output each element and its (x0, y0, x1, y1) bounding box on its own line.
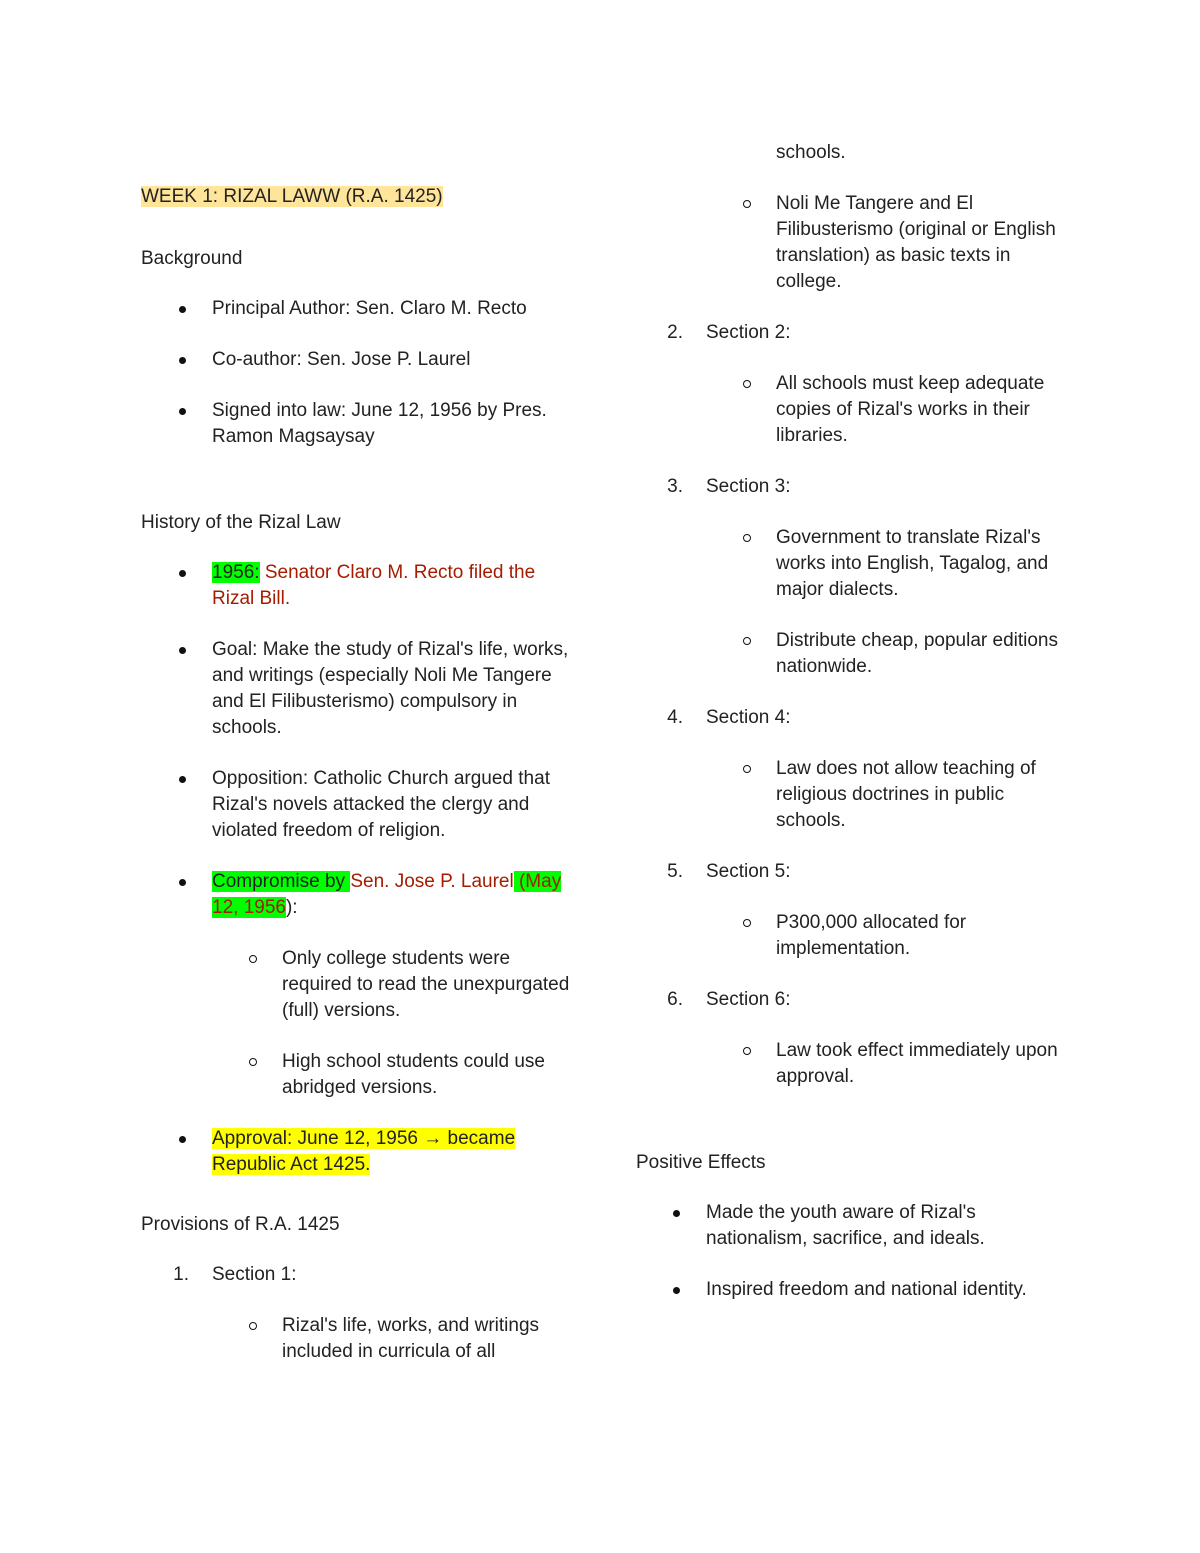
list-item: 3. Section 3: (636, 474, 1076, 500)
list-item: 2. Section 2: (636, 320, 1076, 346)
bullet-icon (179, 357, 186, 364)
sub-bullet-icon (249, 1058, 257, 1066)
list-item: High school students could use abridged versions. (141, 1049, 581, 1101)
background-list (141, 296, 581, 450)
list-number: 2. (667, 322, 683, 343)
list-item: Made the youth aware of Rizal's nationalism, sacrifice, and ideals. (636, 1200, 1076, 1252)
year-highlight: 1956: (212, 562, 260, 583)
list-item: Law does not allow teaching of religious doctrines in public schools. (636, 756, 1076, 834)
provisions-list-continued (636, 140, 1076, 1090)
bullet-icon (179, 306, 186, 313)
provisions-list (141, 1262, 581, 1365)
list-number: 3. (667, 476, 683, 497)
positive-effects-heading: Positive Effects (636, 1152, 766, 1173)
list-item: 5. Section 5: (636, 859, 1076, 885)
list-item: Goal: Make the study of Rizal's life, works, and writings (especially Noli Me Tangere and El Filibusterismo) compulsory in schools. (141, 637, 581, 741)
list-item: Opposition: Catholic Church argued that Rizal's novels attacked the clergy and violated freedom of religion. (141, 766, 581, 844)
sub-bullet-icon (249, 1322, 257, 1330)
list-item: P300,000 allocated for implementation. (636, 910, 1076, 962)
bullet-icon (673, 1210, 680, 1217)
history-heading: History of the Rizal Law (141, 512, 341, 533)
sub-bullet-icon (743, 765, 751, 773)
list-item: All schools must keep adequate copies of Rizal's works in their libraries. (636, 371, 1076, 449)
sub-bullet-icon (743, 1047, 751, 1055)
bullet-icon (179, 647, 186, 654)
list-number: 6. (667, 989, 683, 1010)
left-column (141, 184, 581, 1365)
list-item: 6. Section 6: (636, 987, 1076, 1013)
bullet-icon (179, 776, 186, 783)
bullet-icon (179, 570, 186, 577)
list-item: Compromise by Sen. Jose P. Laurel (May 12, 1956): (141, 869, 581, 921)
sub-bullet-icon (743, 380, 751, 388)
list-item: 4. Section 4: (636, 705, 1076, 731)
sub-bullet-icon (743, 534, 751, 542)
sub-bullet-icon (249, 955, 257, 963)
list-item: Co-author: Sen. Jose P. Laurel (141, 347, 581, 373)
list-item: Noli Me Tangere and El Filibusterismo (original or English translation) as basic texts in college. (636, 191, 1076, 295)
list-item: Principal Author: Sen. Claro M. Recto (141, 296, 581, 322)
list-item: 1956: Senator Claro M. Recto filed the Rizal Bill. (141, 560, 581, 612)
list-number: 1. (173, 1264, 189, 1285)
list-item: Signed into law: June 12, 1956 by Pres. Ramon Magsaysay (141, 398, 581, 450)
list-number: 4. (667, 707, 683, 728)
sub-bullet-icon (743, 637, 751, 645)
list-item: Law took effect immediately upon approval. (636, 1038, 1076, 1090)
page-title: WEEK 1: RIZAL LAWW (R.A. 1425) (141, 186, 443, 207)
list-item: Government to translate Rizal's works into English, Tagalog, and major dialects. (636, 525, 1076, 603)
approval-highlight: Approval: June 12, 1956 → became Republic Act 1425. (212, 1128, 516, 1175)
list-item: Rizal's life, works, and writings included in curricula of all (141, 1313, 581, 1365)
list-item: 1. Section 1: (141, 1262, 581, 1288)
list-item: schools. (776, 142, 846, 163)
list-item: Only college students were required to read the unexpurgated (full) versions. (141, 946, 581, 1024)
bullet-icon (179, 1136, 186, 1143)
bullet-icon (179, 408, 186, 415)
provisions-heading: Provisions of R.A. 1425 (141, 1214, 340, 1235)
list-item: Inspired freedom and national identity. (636, 1277, 1076, 1303)
bullet-icon (179, 879, 186, 886)
sub-bullet-icon (743, 200, 751, 208)
sub-bullet-icon (743, 919, 751, 927)
list-item (141, 1126, 581, 1178)
list-number: 5. (667, 861, 683, 882)
positive-effects-list (636, 1200, 1076, 1303)
right-column (636, 140, 1076, 1303)
history-list (141, 560, 581, 1178)
bullet-icon (673, 1287, 680, 1294)
background-heading: Background (141, 248, 243, 269)
list-item: Distribute cheap, popular editions nationwide. (636, 628, 1076, 680)
